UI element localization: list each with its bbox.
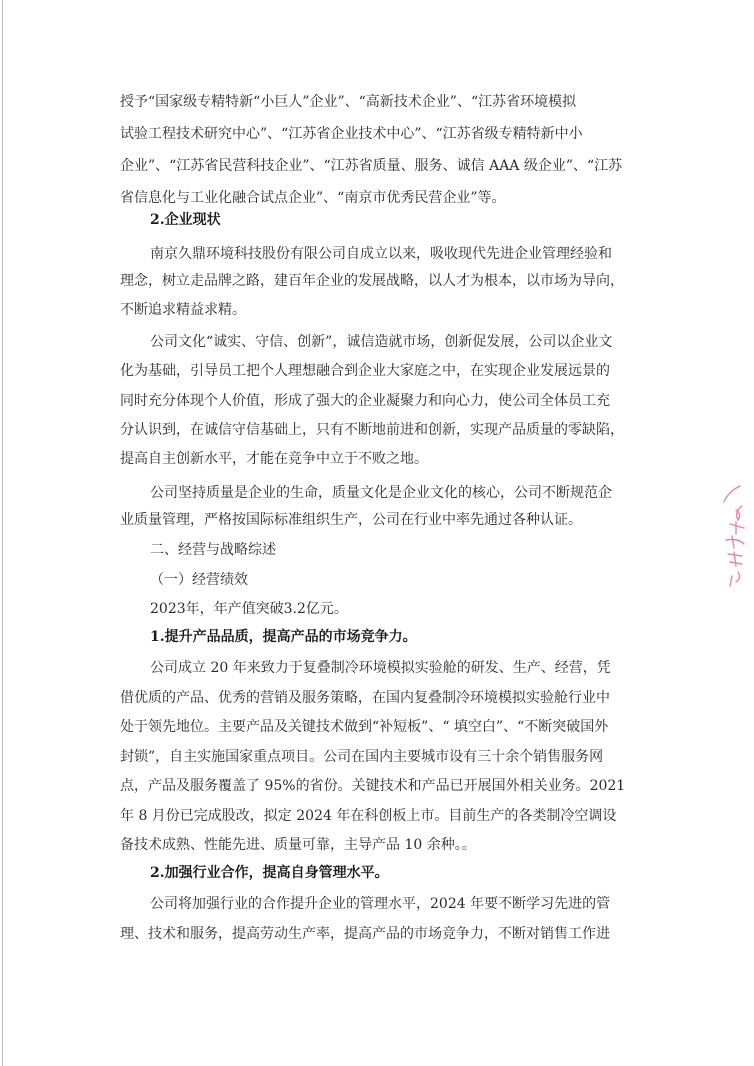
section-heading: 1.提升产品品质，提高产品的市场竞争力。 bbox=[150, 629, 417, 645]
paragraph-line: 提高自主创新水平，才能在竞争中立于不败之地。 bbox=[120, 451, 428, 467]
paragraph-line: 封锁”，自主实施国家重点项目。公司在国内主要城市设有三十余个销售服务网 bbox=[120, 749, 604, 765]
paragraph-line: 公司成立 20 年来致力于复叠制冷环境模拟实验舱的研发、生产、经营，凭 bbox=[150, 660, 611, 676]
paragraph-line: 同时充分体现个人价值，形成了强大的企业凝聚力和向心力，使公司全体员工充 bbox=[120, 393, 610, 409]
paragraph-line: 公司文化“诚实、守信、创新”，诚信造就市场，创新促发展，公司以企业文 bbox=[150, 334, 613, 350]
section-heading: 2.加强行业合作，提高自身管理水平。 bbox=[150, 865, 389, 881]
paragraph-line: 2023年，年产值突破3.2亿元。 bbox=[150, 601, 348, 617]
paragraph-line: 理念，树立走品牌之路，建百年企业的发展战略，以人才为根本，以市场为导向， bbox=[120, 273, 624, 289]
section-heading: 2.企业现状 bbox=[150, 212, 221, 228]
paragraph-line: 南京久鼎环境科技股份有限公司自成立以来，吸收现代先进企业管理经验和 bbox=[150, 246, 612, 262]
paragraph-line: 业质量管理，严格按国际标准组织生产，公司在行业中率先通过各种认证。 bbox=[120, 512, 582, 528]
paragraph-line: 试验工程技术研究中心”、“江苏省企业技术中心”、“江苏省级专精特新中小 bbox=[120, 126, 583, 142]
paragraph-line: 化为基础，引导员工把个人理想融合到企业大家庭之中，在实现企业发展远景的 bbox=[120, 363, 610, 379]
paragraph-line: 借优质的产品、优秀的营销及服务策略，在国内复叠制冷环境模拟实验舱行业中 bbox=[120, 690, 610, 706]
paragraph-line: 年 8 月份已完成股改，拟定 2024 年在科创板上市。目前生产的各类制冷空调设 bbox=[120, 808, 617, 824]
paragraph-line: 公司将加强行业的合作提升企业的管理水平，2024 年要不断学习先进的管 bbox=[150, 896, 611, 912]
paragraph-line: 省信息化与工业化融合试点企业”、“南京市优秀民营企业”等。 bbox=[120, 190, 506, 206]
paragraph-line: 不断追求精益求精。 bbox=[120, 302, 246, 318]
subsection-heading: （一）经营绩效 bbox=[150, 572, 248, 588]
paragraph-line: 分认识到，在诚信守信基础上，只有不断地前进和创新，实现产品质量的零缺陷， bbox=[120, 422, 624, 438]
section-heading: 二、经营与战略综述 bbox=[150, 542, 276, 558]
paragraph-line: 备技术成熟、性能先进、质量可靠，主导产品 10 余种。。 bbox=[120, 837, 476, 853]
paragraph-line: 理、技术和服务，提高劳动生产率，提高产品的市场竞争力，不断对销售工作进 bbox=[120, 926, 610, 942]
paragraph-line: 点，产品及服务覆盖了 95%的省份。关键技术和产品已开展国外相关业务。2021 bbox=[120, 778, 626, 794]
paragraph-line: 企业”、“江苏省民营科技企业”、“江苏省质量、服务、诚信 AAA 级企业”、“江苏 bbox=[120, 158, 623, 174]
paragraph-line: 处于领先地位。主要产品及关键技术做到“补短板”、“ 填空白”、“不断突破国外 bbox=[120, 719, 609, 735]
seal-stamp bbox=[718, 482, 752, 590]
paragraph-line: 授予“国家级专精特新“小巨人”企业”、“高新技术企业”、“江苏省环境模拟 bbox=[120, 94, 577, 110]
paragraph-line: 公司坚持质量是企业的生命，质量文化是企业文化的核心，公司不断规范企 bbox=[150, 485, 612, 501]
